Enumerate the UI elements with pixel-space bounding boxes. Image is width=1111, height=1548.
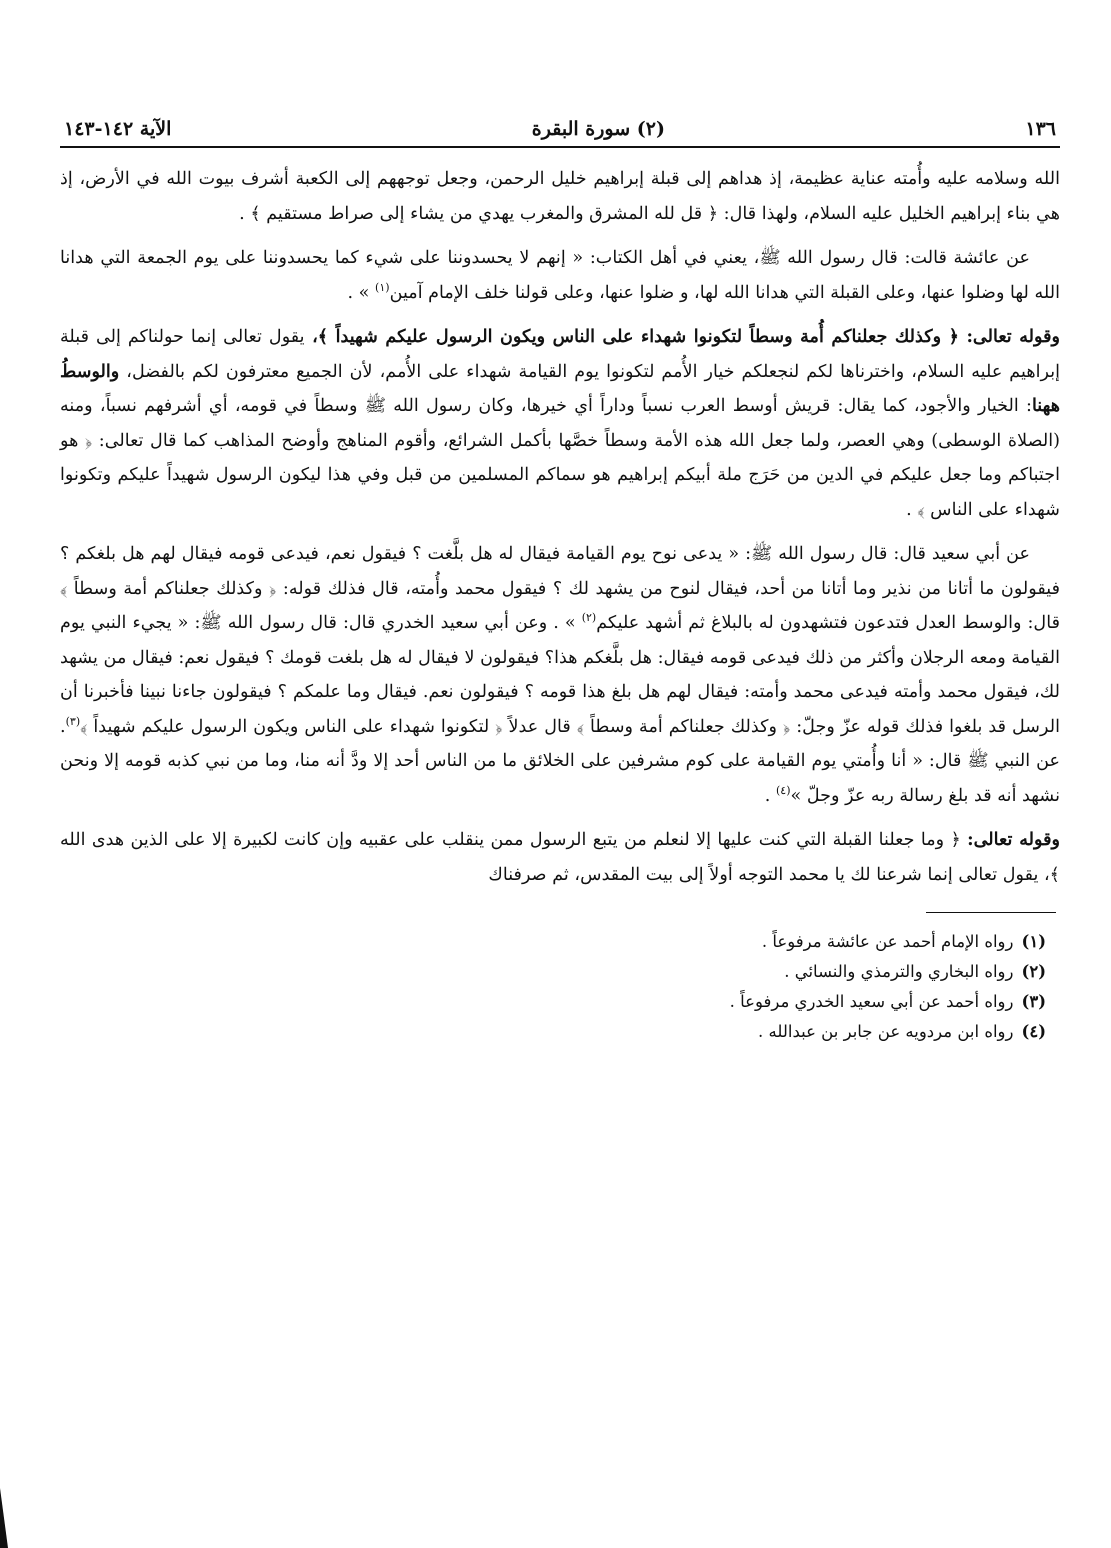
footnote-text: رواه البخاري والترمذي والنسائي . [784,962,1014,981]
footnote-ref-1[interactable]: (١) [375,280,390,294]
paragraph-3-text-a: يقول تعالى إنما حولناكم إلى قبلة إبراهيم عليه السلام، واخترناها لكم لنجعلكم خيار الأُمم لتكونوا يوم القيامة شهداء على الأُمم، لأن الجميع معترفون لكم بالفضل، [60,327,1060,382]
footnote-text: رواه الإمام أحمد عن عائشة مرفوعاً . [761,932,1014,951]
paragraph-5-text: ﴿ وما جعلنا القبلة التي كنت عليها إلا لنعلم من يتبع الرسول ممن ينقلب على عقبيه وإن كانت لكبيرة إلا على الذين هدى الله ﴾، يقول تعالى إنما شرعنا لك يا محمد التوجه أولاً إلى بيت المقدس، ثم صرفناك [60,830,1060,885]
scan-corner-mark [0,1458,8,1548]
page-header [60,118,1060,148]
footnote-ref-2[interactable]: (٢) [581,611,597,625]
paragraph-3-text-b: : الخيار والأجود، كما يقال: قريش أوسط العرب نسباً وداراً أي خيرها، وكان رسول الله ﷺ وسطاً في قومه، أي أشرفهم نسباً، ومنه (الصلاة الوسطى) وهي العصر، ولما جعل الله هذه الأمة وسطاً خصَّها بأكمل الشرائع، وأقوم المناهج وأوضح المذاهب كما قال تعالى: ﴿ هو اجتباكم وما جعل عليكم في الدين من حَرَج ملة أبيكم إبراهيم هو سماكم المسلمين من قبل وفي هذا ليكون الرسول شهيداً عليكم وتكونوا شهداء على الناس ﴾ . [60,396,1060,520]
footnote-number: (٢) [1021,962,1046,981]
verse-lead-1: وقوله تعالى: [966,326,1060,347]
footnote-2 [60,957,1046,987]
footnote-number: (٤) [1021,1022,1046,1041]
quran-verse-1: ﴿ وكذلك جعلناكم أُمة وسطاً لتكونوا شهداء على الناس ويكون الرسول عليكم شهيداً ﴾، [304,326,967,347]
surah-title: (٢) سورة البقرة [531,118,665,140]
paragraph-2 [60,241,1060,310]
paragraph-5 [60,823,1060,892]
paragraph-4-text-b: » . وعن أبي سعيد الخدري قال: قال رسول الله ﷺ: « يجيء النبي يوم القيامة ومعه الرجلان وأكثر من ذلك فيدعى قومه فيقال: هل بلَّغكم هذا؟ فيقولون لا فيقال له هل بلغت قومك ؟ فيقول نعم: فيقال من يشهد لك، فيقول محمد وأمته فيدعى محمد وأمته: فيقال لهم هل بلغ هذا قومه ؟ فيقولون نعم. فيقال وما علمكم ؟ فيقولون جاءنا نبينا فأخبرنا أن الرسل قد بلغوا فذلك قوله عزّ وجلّ: ﴿ وكذلك جعلناكم أمة وسطاً ﴾ قال عدلاً ﴿ لتكونوا شهداء على الناس ويكون الرسول عليكم شهيداً ﴾ [60,613,1060,737]
paragraph-1 [60,162,1060,231]
footnote-ref-3[interactable]: (٣) [65,714,81,728]
footnote-4 [60,1017,1046,1047]
paragraph-4-text-a: عن أبي سعيد قال: قال رسول الله ﷺ: « يدعى نوح يوم القيامة فيقال له هل بلَّغت ؟ فيقول نعم، فيدعى قومه فيقال لهم هل بلغكم ؟ فيقولون ما أتانا من نذير وما أتانا من أحد، فيقال لنوح من يشهد لك ؟ فيقول محمد وأُمته، قال فذلك قوله: ﴿ وكذلك جعلناكم أمة وسطاً ﴾ قال: والوسط العدل فتدعون فتشهدون له بالبلاغ ثم أشهد عليكم [60,544,1060,633]
footnote-text: رواه أحمد عن أبي سعيد الخدري مرفوعاً . [729,992,1014,1011]
book-page [60,118,1060,1047]
footnote-divider [926,912,1056,913]
paragraph-2-end: » . [347,282,376,303]
paragraph-3 [60,320,1060,527]
paragraph-2-text: عن عائشة قالت: قال رسول الله ﷺ، يعني في أهل الكتاب: « إنهم لا يحسدوننا على شيء كما يحسدوننا على يوم الجمعة التي هدانا الله لها وضلوا عنها، وعلى القبلة التي هدانا الله لها، و ضلوا عنها، وعلى قولنا خلف الإمام آمين [60,248,1060,303]
footnote-ref-4[interactable]: (٤) [775,783,791,797]
page-number: ١٣٦ [1025,118,1056,140]
paragraph-4-text-c: . عن النبي ﷺ قال: « أنا وأُمتي يوم القيامة على كوم مشرفين على الخلائق ما من الناس أحد إلا ودَّ أنه منا، وما من نبي كذبه قومه إلا ونحن نشهد أنه قد بلغ رسالة ربه عزّ وجلّ » [60,716,1060,806]
paragraph-1-text: الله وسلامه عليه وأُمته عناية عظيمة، إذ هداهم إلى قبلة إبراهيم خليل الرحمن، وجعل توجههم إلى الكعبة أشرف بيوت الله في الأرض، إذ هي بناء إبراهيم الخليل عليه السلام، ولهذا قال: ﴿ قل لله المشرق والمغرب يهدي من يشاء إلى صراط مستقيم ﴾ . [60,169,1060,224]
verse-range: الآية ١٤٢-١٤٣ [64,118,172,140]
bold-term: والوسطُ ههنا [60,360,1060,416]
footnote-3 [60,987,1046,1017]
main-text [60,162,1060,892]
footnote-1 [60,927,1046,957]
footnote-text: رواه ابن مردويه عن جابر بن عبدالله . [758,1022,1014,1041]
verse-lead-2: وقوله تعالى: [967,829,1060,850]
paragraph-4 [60,537,1060,813]
footnote-number: (٣) [1021,992,1046,1011]
footnote-number: (١) [1021,932,1046,951]
footnotes [60,927,1060,1047]
paragraph-4-end: . [764,785,776,806]
